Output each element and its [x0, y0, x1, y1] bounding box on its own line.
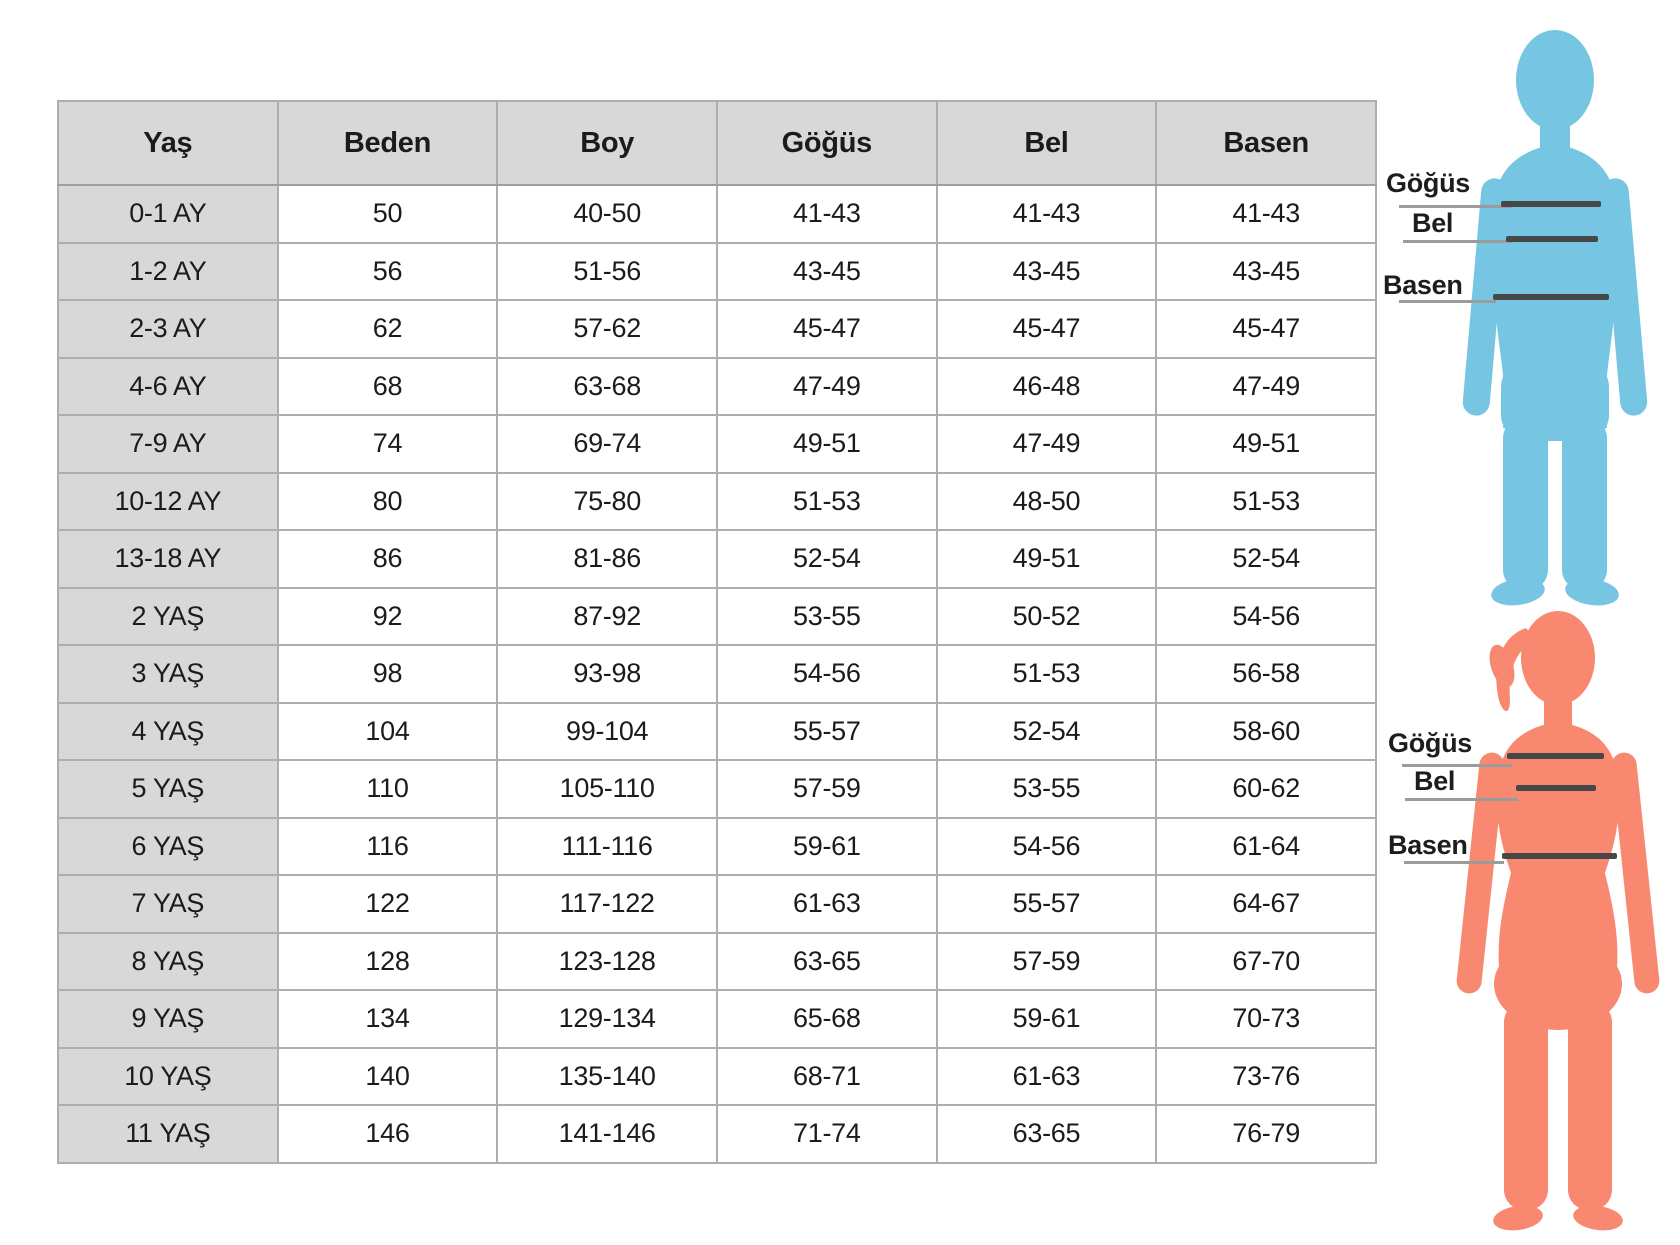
value-cell: 47-49	[717, 358, 937, 416]
value-cell: 68-71	[717, 1048, 937, 1106]
table-row	[58, 415, 1376, 473]
value-cell: 140	[278, 1048, 498, 1106]
value-cell: 54-56	[937, 818, 1157, 876]
value-cell: 61-63	[717, 875, 937, 933]
value-cell: 68	[278, 358, 498, 416]
value-cell: 62	[278, 300, 498, 358]
value-cell: 117-122	[497, 875, 717, 933]
column-header: Beden	[278, 101, 498, 185]
age-cell: 13-18 AY	[58, 530, 278, 588]
value-cell: 53-55	[717, 588, 937, 646]
table-row	[58, 1105, 1376, 1163]
age-cell: 10-12 AY	[58, 473, 278, 531]
column-header: Yaş	[58, 101, 278, 185]
table-row	[58, 645, 1376, 703]
age-cell: 11 YAŞ	[58, 1105, 278, 1163]
value-cell: 93-98	[497, 645, 717, 703]
value-cell: 51-53	[1156, 473, 1376, 531]
table-header-row	[58, 101, 1376, 185]
boy-silhouette	[1452, 26, 1658, 614]
value-cell: 52-54	[937, 703, 1157, 761]
table-row	[58, 530, 1376, 588]
value-cell: 111-116	[497, 818, 717, 876]
value-cell: 116	[278, 818, 498, 876]
table-row	[58, 473, 1376, 531]
value-cell: 47-49	[1156, 358, 1376, 416]
boy-waist-measure-line	[1506, 236, 1598, 242]
column-header: Göğüs	[717, 101, 937, 185]
value-cell: 75-80	[497, 473, 717, 531]
value-cell: 65-68	[717, 990, 937, 1048]
value-cell: 70-73	[1156, 990, 1376, 1048]
value-cell: 51-53	[717, 473, 937, 531]
boy-silhouette-svg	[1452, 26, 1658, 614]
age-cell: 7 YAŞ	[58, 875, 278, 933]
column-header: Basen	[1156, 101, 1376, 185]
girl-chest-label: Göğüs	[1388, 728, 1472, 758]
boy-waist-label-line	[1403, 240, 1513, 243]
value-cell: 50	[278, 185, 498, 243]
value-cell: 59-61	[937, 990, 1157, 1048]
value-cell: 51-53	[937, 645, 1157, 703]
value-cell: 67-70	[1156, 933, 1376, 991]
value-cell: 45-47	[937, 300, 1157, 358]
value-cell: 40-50	[497, 185, 717, 243]
age-cell: 0-1 AY	[58, 185, 278, 243]
value-cell: 63-68	[497, 358, 717, 416]
value-cell: 134	[278, 990, 498, 1048]
value-cell: 54-56	[717, 645, 937, 703]
column-header: Bel	[937, 101, 1157, 185]
value-cell: 146	[278, 1105, 498, 1163]
value-cell: 45-47	[1156, 300, 1376, 358]
value-cell: 86	[278, 530, 498, 588]
value-cell: 59-61	[717, 818, 937, 876]
value-cell: 123-128	[497, 933, 717, 991]
value-cell: 50-52	[937, 588, 1157, 646]
value-cell: 45-47	[717, 300, 937, 358]
table-row	[58, 1048, 1376, 1106]
value-cell: 104	[278, 703, 498, 761]
boy-chest-label: Göğüs	[1386, 168, 1470, 198]
value-cell: 41-43	[717, 185, 937, 243]
value-cell: 71-74	[717, 1105, 937, 1163]
value-cell: 43-45	[1156, 243, 1376, 301]
value-cell: 57-62	[497, 300, 717, 358]
value-cell: 73-76	[1156, 1048, 1376, 1106]
boy-hips-label: Basen	[1383, 270, 1463, 300]
value-cell: 61-64	[1156, 818, 1376, 876]
table-body	[58, 185, 1376, 1163]
value-cell: 54-56	[1156, 588, 1376, 646]
value-cell: 129-134	[497, 990, 717, 1048]
value-cell: 69-74	[497, 415, 717, 473]
girl-chest-measure-line	[1507, 753, 1604, 759]
value-cell: 64-67	[1156, 875, 1376, 933]
value-cell: 92	[278, 588, 498, 646]
table-row	[58, 760, 1376, 818]
age-cell: 3 YAŞ	[58, 645, 278, 703]
value-cell: 105-110	[497, 760, 717, 818]
value-cell: 52-54	[717, 530, 937, 588]
value-cell: 81-86	[497, 530, 717, 588]
size-table	[57, 100, 1377, 1164]
value-cell: 128	[278, 933, 498, 991]
value-cell: 57-59	[937, 933, 1157, 991]
table-row	[58, 185, 1376, 243]
value-cell: 43-45	[937, 243, 1157, 301]
table-row	[58, 933, 1376, 991]
value-cell: 87-92	[497, 588, 717, 646]
age-cell: 7-9 AY	[58, 415, 278, 473]
value-cell: 110	[278, 760, 498, 818]
value-cell: 53-55	[937, 760, 1157, 818]
value-cell: 47-49	[937, 415, 1157, 473]
age-cell: 8 YAŞ	[58, 933, 278, 991]
value-cell: 98	[278, 645, 498, 703]
boy-hips-label-line	[1399, 300, 1496, 303]
value-cell: 57-59	[717, 760, 937, 818]
column-header: Boy	[497, 101, 717, 185]
value-cell: 49-51	[717, 415, 937, 473]
age-cell: 4-6 AY	[58, 358, 278, 416]
girl-hips-label-line	[1404, 861, 1504, 864]
value-cell: 41-43	[937, 185, 1157, 243]
girl-waist-label-line	[1405, 798, 1518, 801]
girl-waist-label: Bel	[1414, 766, 1456, 796]
value-cell: 80	[278, 473, 498, 531]
value-cell: 43-45	[717, 243, 937, 301]
table-row	[58, 990, 1376, 1048]
value-cell: 61-63	[937, 1048, 1157, 1106]
table-row	[58, 358, 1376, 416]
value-cell: 74	[278, 415, 498, 473]
value-cell: 51-56	[497, 243, 717, 301]
boy-chest-measure-line	[1501, 201, 1601, 207]
value-cell: 55-57	[937, 875, 1157, 933]
table-row	[58, 703, 1376, 761]
girl-waist-measure-line	[1516, 785, 1596, 791]
girl-hips-label: Basen	[1388, 830, 1468, 860]
value-cell: 141-146	[497, 1105, 717, 1163]
value-cell: 58-60	[1156, 703, 1376, 761]
girl-silhouette-svg	[1452, 602, 1664, 1245]
table-row	[58, 243, 1376, 301]
value-cell: 56-58	[1156, 645, 1376, 703]
age-cell: 9 YAŞ	[58, 990, 278, 1048]
age-cell: 5 YAŞ	[58, 760, 278, 818]
age-cell: 4 YAŞ	[58, 703, 278, 761]
table-row	[58, 818, 1376, 876]
value-cell: 99-104	[497, 703, 717, 761]
boy-waist-label: Bel	[1412, 208, 1454, 238]
value-cell: 76-79	[1156, 1105, 1376, 1163]
age-cell: 10 YAŞ	[58, 1048, 278, 1106]
table-row	[58, 588, 1376, 646]
value-cell: 46-48	[937, 358, 1157, 416]
value-cell: 55-57	[717, 703, 937, 761]
table-row	[58, 875, 1376, 933]
value-cell: 56	[278, 243, 498, 301]
table-row	[58, 300, 1376, 358]
value-cell: 49-51	[1156, 415, 1376, 473]
age-cell: 2-3 AY	[58, 300, 278, 358]
value-cell: 122	[278, 875, 498, 933]
value-cell: 63-65	[937, 1105, 1157, 1163]
age-cell: 1-2 AY	[58, 243, 278, 301]
value-cell: 52-54	[1156, 530, 1376, 588]
girl-silhouette	[1452, 602, 1664, 1245]
boy-hips-measure-line	[1493, 294, 1609, 300]
value-cell: 135-140	[497, 1048, 717, 1106]
value-cell: 60-62	[1156, 760, 1376, 818]
value-cell: 63-65	[717, 933, 937, 991]
age-cell: 6 YAŞ	[58, 818, 278, 876]
value-cell: 41-43	[1156, 185, 1376, 243]
girl-hips-measure-line	[1502, 853, 1617, 859]
value-cell: 49-51	[937, 530, 1157, 588]
value-cell: 48-50	[937, 473, 1157, 531]
age-cell: 2 YAŞ	[58, 588, 278, 646]
